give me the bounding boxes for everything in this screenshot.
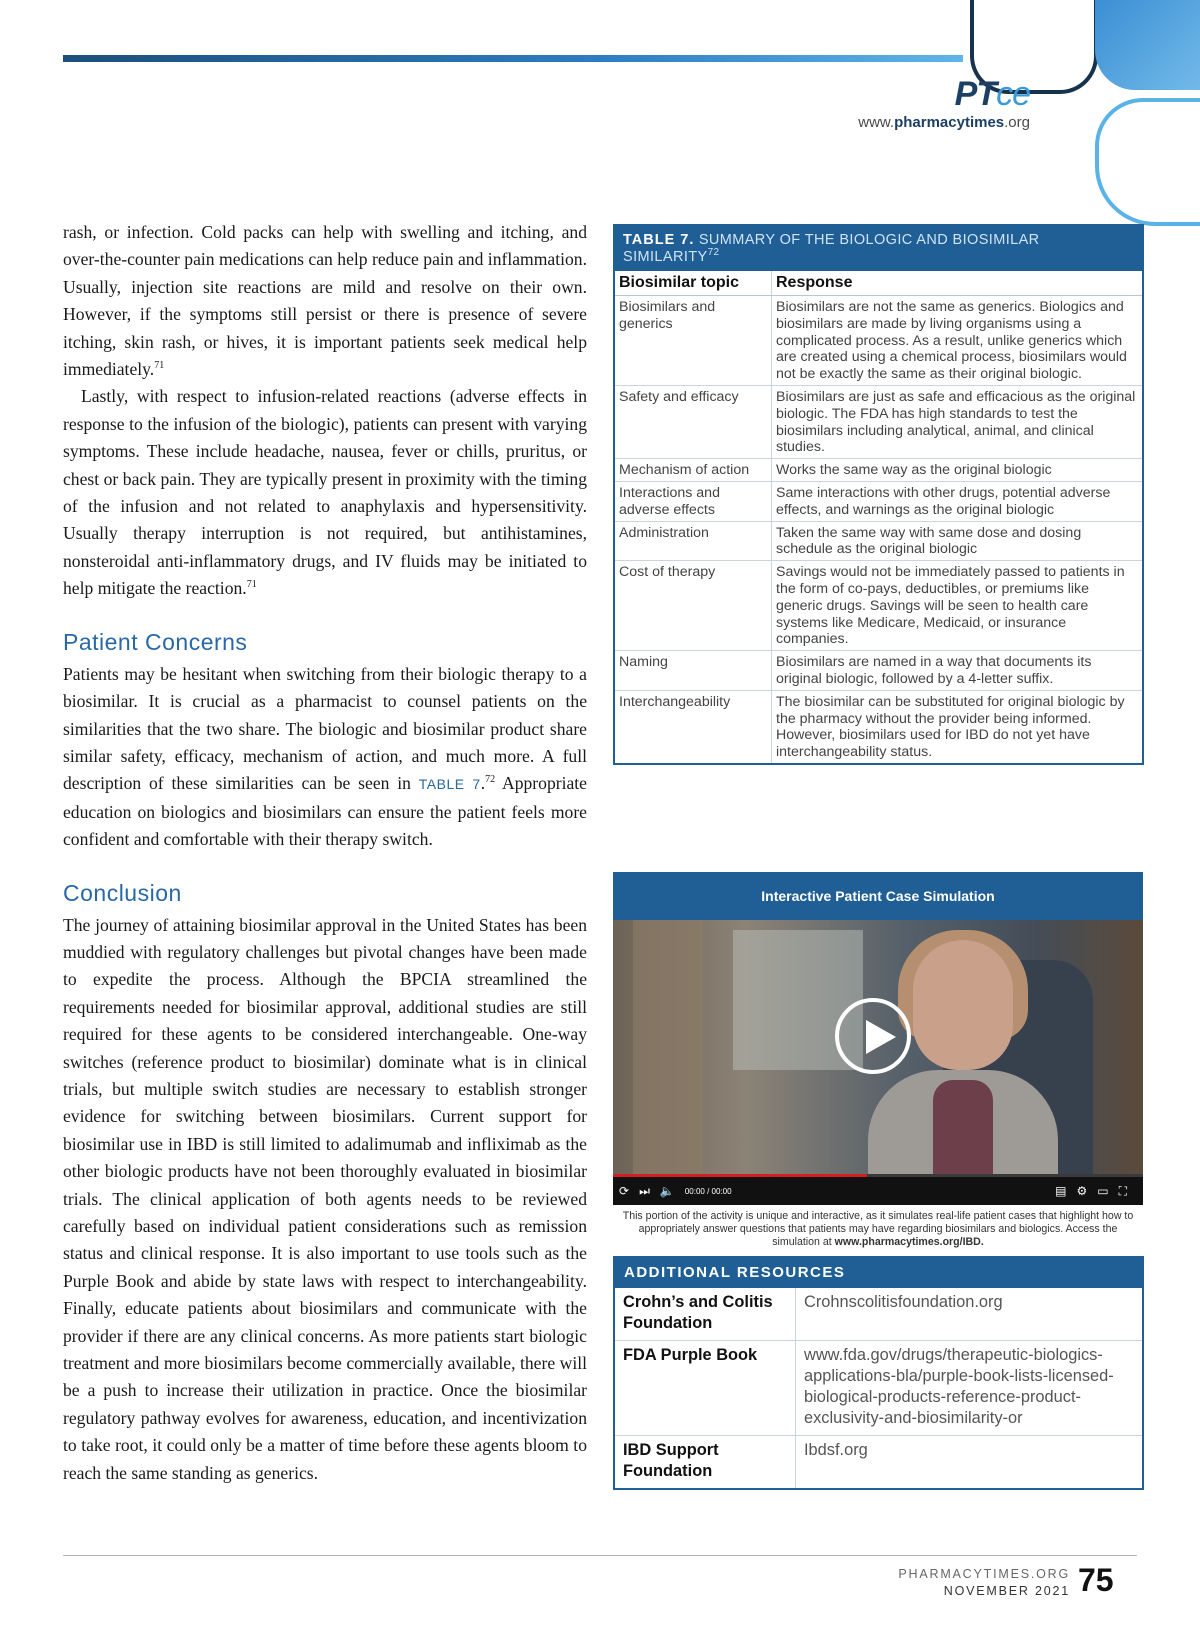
topic-cell: Naming <box>615 651 772 691</box>
table-row <box>615 459 1142 482</box>
table-caption <box>615 226 1142 271</box>
header-rule <box>63 55 963 62</box>
topic-cell: Interchangeability <box>615 690 772 763</box>
paragraph-text: Lastly, with respect to infusion-related reactions (adverse effects in response to the infusion of the biologic), patients can present with varying symptoms. These include headache, nausea, fever or chills, pruritus, or chest or back pain. They are typically present in proximity with the timing of the infusion and not related to anaphylaxis and hypersensitivity. Usually therapy interruption is not required, but antihistamines, nonsteroidal anti-inflammatory drugs, and IV fluids may be initiated to help mitigate the reaction. <box>63 386 587 599</box>
footer-rule <box>63 1555 1137 1556</box>
response-cell: Works the same way as the original biologic <box>772 459 1143 482</box>
video-progress-bar[interactable] <box>613 1174 1143 1177</box>
volume-icon[interactable]: 🔈 <box>659 1184 675 1198</box>
article-body <box>63 219 587 1487</box>
table-row <box>615 521 1142 561</box>
resource-name: IBD Support Foundation <box>615 1436 796 1489</box>
brand-block <box>820 76 1030 131</box>
similarity-table <box>615 271 1142 763</box>
play-icon <box>866 1020 896 1054</box>
topic-cell: Mechanism of action <box>615 459 772 482</box>
resource-row <box>615 1436 1142 1489</box>
paragraph-text: The journey of attaining biosimilar approval in the United States has been muddied with regulatory challenges but pivotal changes have been made to expedite the process. Although the BPCIA streamlined the requirements needed for biosimilar approval, additional studies are still required for these agents to be considered interchangeable. One-way switches (reference product to biosimilar) dominate what is in clinical trials, but multiple switch studies are necessary to establish stronger evidence for switching between biosimilars. Current support for biosimilar use in IBD is still limited to adalimumab and infliximab as the other biologic products have not been thoroughly evaluated in biosimilar trials. The clinical application of both agents needs to be reviewed carefully based on individual patient considerations such as remission status and clinical response. It is also important to use tools such as the Purple Book and abide by state laws with respect to interchangeability. Finally, educate patients about biosimilars and communicate with the provider if there are any clinical concerns. As more patients start biologic treatment and more biosimilars become commercially available, there will be a push to increase their utilization in practice. Once the biosimilar regulatory pathway evolves for awareness, education, and incentivization to take root, it could only be a matter of time before these agents bloom to reach the same standing as generics. <box>63 914 587 1483</box>
video-background-door <box>633 920 703 1177</box>
response-cell: Biosimilars are just as safe and efficacious as the original biologic. The FDA has high standards to test the biosimilars including analytical, animal, and clinical studies. <box>772 385 1143 458</box>
video-time: 00:00 / 00:00 <box>684 1186 732 1196</box>
paragraph <box>63 383 587 602</box>
paragraph <box>63 219 587 383</box>
theater-mode-icon[interactable]: ▭ <box>1097 1184 1109 1198</box>
resource-link[interactable]: www.fda.gov/drugs/therapeutic-biologics-applications-bla/purple-book-lists-licensed-biological-products-reference-product-exclusivity-and-biosimilarity-or <box>796 1341 1143 1436</box>
table-header-row <box>615 271 1142 296</box>
video-player[interactable] <box>613 920 1143 1177</box>
response-cell: Taken the same way with same dose and dosing schedule as the original biologic <box>772 521 1143 561</box>
response-cell: Biosimilars are named in a way that documents its original biologic, followed by a 4-letter suffix. <box>772 651 1143 691</box>
table-title: SUMMARY OF THE BIOLOGIC AND BIOSIMILAR SIMILARITY <box>623 232 1040 265</box>
video-block <box>613 872 1143 1249</box>
table-row <box>615 296 1142 386</box>
footer-date: NOVEMBER 2021 <box>943 1584 1070 1598</box>
paragraph <box>63 912 587 1488</box>
citation-ref: 71 <box>154 360 165 372</box>
fullscreen-icon[interactable]: ⛶ <box>1118 1183 1127 1198</box>
table-reference-link[interactable]: TABLE 7 <box>418 776 481 793</box>
additional-resources <box>613 1256 1144 1490</box>
replay-icon[interactable]: ⟳ <box>619 1184 630 1198</box>
skip-next-icon[interactable]: ⏭ <box>639 1183 650 1198</box>
paragraph-text: rash, or infection. Cold packs can help with swelling and itching, and over-the-counter pain medications can help reduce pain and inflammation. Usually, injection site reactions are mild and resolve on their own. However, if the symptoms still persist or there is presence of severe itching, skin rash, or hives, it is important patients seek medical help immediately. <box>63 222 587 380</box>
play-button[interactable] <box>835 998 911 1074</box>
citation-ref: 72 <box>707 247 720 259</box>
video-progress-fill <box>613 1174 867 1177</box>
table-label: TABLE 7. <box>623 232 695 248</box>
resource-name: Crohn’s and Colitis Foundation <box>615 1288 796 1341</box>
video-caption <box>613 1205 1143 1249</box>
video-person-face <box>913 940 1013 1070</box>
section-heading-conclusion: Conclusion <box>63 879 182 906</box>
table-row <box>615 481 1142 521</box>
logo-pt: PT <box>954 75 997 113</box>
citation-ref: 72 <box>485 774 496 786</box>
resource-link[interactable]: Ibdsf.org <box>796 1436 1143 1489</box>
citation-ref: 71 <box>246 579 257 591</box>
topic-cell: Biosimilars and generics <box>615 296 772 386</box>
video-title: Interactive Patient Case Simulation <box>613 872 1143 920</box>
paragraph: Patients may be hesitant when switching from their biologic therapy to a biosimilar. It is crucial as a pharmacist to counsel patients on the similarities that the two share. The biologic and biosimilar product share similar safety, efficacy, mechanism of action, and much more. A full description of these similarities can be seen in TABLE 7.72 Appropriate education on biologics and biosimilars can ensure the patient feels more confident and comfortable with their therapy switch. <box>63 663 587 850</box>
settings-gear-icon[interactable]: ⚙ <box>1076 1184 1088 1198</box>
paragraph-text: Appropriate education on biologics and biosimilars can ensure the patient feels more confident and comfortable with their therapy switch. <box>63 773 587 850</box>
resource-link[interactable]: Crohnscolitisfoundation.org <box>804 1293 1003 1311</box>
table-7 <box>613 224 1144 765</box>
table-row <box>615 385 1142 458</box>
response-cell: Same interactions with other drugs, potential adverse effects, and warnings as the original biologic <box>772 481 1143 521</box>
footer-site: PHARMACYTIMES.ORG <box>898 1567 1070 1581</box>
simulation-link[interactable]: www.pharmacytimes.org/IBD. <box>834 1236 984 1248</box>
column-header-response: Response <box>772 271 1143 296</box>
url-brand: pharmacytimes <box>894 114 1005 131</box>
topic-cell: Interactions and adverse effects <box>615 481 772 521</box>
resources-table <box>615 1288 1142 1488</box>
resource-name: FDA Purple Book <box>615 1341 796 1436</box>
topic-cell: Safety and efficacy <box>615 385 772 458</box>
response-cell: Savings would not be immediately passed to patients in the form of co-pays, deductibles, or premiums like generic drugs. Savings will be seen to health care systems like Medicare, Medicaid, or insurance companies. <box>772 561 1143 651</box>
page-number: 75 <box>1078 1562 1114 1598</box>
url-suffix: .org <box>1004 114 1030 131</box>
resources-title: ADDITIONAL RESOURCES <box>615 1258 1142 1288</box>
url-prefix: www. <box>858 114 895 131</box>
ptce-logo <box>820 76 1030 112</box>
resource-row <box>615 1288 1142 1341</box>
column-header-topic: Biosimilar topic <box>615 271 772 296</box>
topic-cell: Cost of therapy <box>615 561 772 651</box>
topic-cell: Administration <box>615 521 772 561</box>
decorative-shape-blue <box>1095 0 1200 90</box>
paragraph-text: Patients may be hesitant when switching from their biologic therapy to a biosimilar. It is crucial as a pharmacist to counsel patients on the similarities that the two share. The biologic and biosimilar product share similar safety, efficacy, mechanism of action, and much more. A full description of these similarities can be seen in <box>63 663 587 794</box>
response-cell: Biosimilars are not the same as generics. Biologics and biosimilars are made by living organisms using a complicated process. As a result, unlike generics which are created using a chemical process, biosimilars would not be exactly the same as their original biologic. <box>772 296 1143 386</box>
video-controls <box>613 1177 1143 1205</box>
decorative-ring-light <box>1095 98 1200 226</box>
captions-icon[interactable]: ▤ <box>1055 1184 1067 1198</box>
response-cell: The biosimilar can be substituted for original biologic by the pharmacy without the provider being informed. However, biosimilars used for IBD do not yet have interchangeability status. <box>772 690 1143 763</box>
table-row <box>615 690 1142 763</box>
table-row <box>615 561 1142 651</box>
table-row <box>615 651 1142 691</box>
video-person-shirt <box>933 1080 993 1177</box>
section-heading-patient-concerns: Patient Concerns <box>63 628 248 655</box>
resource-row <box>615 1341 1142 1436</box>
brand-url[interactable] <box>820 114 1030 131</box>
caption-text: This portion of the activity is unique and interactive, as it simulates real-life patient cases that highlight how to appropriately answer questions that patients may have regarding biosimilars and biologics. Access the simulation at <box>622 1210 1134 1248</box>
logo-ce: ce <box>996 75 1030 113</box>
